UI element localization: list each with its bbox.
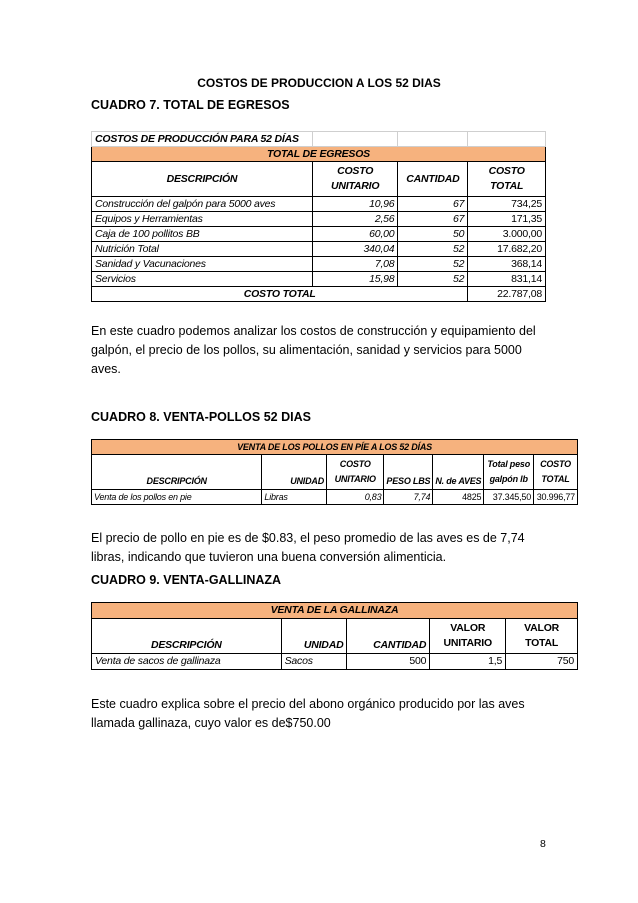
cell-aves: 4825 [433,490,484,505]
table-row [92,257,546,272]
cell-costo-total: 831,14 [468,272,546,287]
cuadro8-header-costo-unitario: COSTO UNITARIO [327,455,384,490]
cuadro8-header-descripcion: DESCRIPCIÓN [92,455,262,490]
cuadro7-header-costo-unitario: COSTO UNITARIO [312,162,398,197]
page-number: 8 [540,838,546,850]
table-row [92,490,578,505]
cuadro7-table [91,131,546,302]
cuadro8-header-total-peso: Total peso galpón lb [484,455,534,490]
cell-valor-total: 750 [506,654,578,670]
table-row [92,242,546,257]
cuadro8-header-unidad: UNIDAD [262,455,327,490]
cell-costo-total: 3.000,00 [468,227,546,242]
cuadro8-table [91,439,578,505]
cell-costo-total: 17.682,20 [468,242,546,257]
cell-valor-unitario: 1,5 [430,654,506,670]
cell-costo-unitario: 2,56 [312,212,398,227]
cuadro8-header-peso: PESO LBS [384,455,433,490]
table-row [92,654,578,670]
cell-cantidad: 50 [398,227,468,242]
cell-descripcion: Venta de sacos de gallinaza [92,654,282,670]
cuadro8-header-aves: N. de AVES [433,455,484,490]
paragraph-2: El precio de pollo en pie es de $0.83, el peso promedio de las aves es de 7,74 libras, indicando que tuvieron una buena conversión alimenticia. [91,531,525,564]
cell-peso: 7,74 [384,490,433,505]
cuadro8-header-costo-total: COSTO TOTAL [534,455,578,490]
cell-cantidad: 52 [398,257,468,272]
cuadro7-top-label: COSTOS DE PRODUCCIÓN PARA 52 DÍAS [92,132,313,147]
cuadro8-band: VENTA DE LOS POLLOS EN PÍE A LOS 52 DÍAS [92,440,578,455]
cuadro9-header-cantidad: CANTIDAD [347,619,430,654]
paragraph-3: Este cuadro explica sobre el precio del abono orgánico producido por las aves llamada gallinaza, cuyo valor es de$750.00 [91,697,525,730]
cell-costo-total: 171,35 [468,212,546,227]
table-row [92,272,546,287]
cuadro7-total-value: 22.787,08 [468,287,546,302]
cell-costo-unitario: 10,96 [312,197,398,212]
cuadro7-total-label: COSTO TOTAL [92,287,468,302]
total-row [92,287,546,302]
cuadro7-header-costo-total: COSTO TOTAL [468,162,546,197]
cell-descripcion: Sanidad y Vacunaciones [92,257,313,272]
cell-cantidad: 67 [398,212,468,227]
cuadro9-heading: CUADRO 9. VENTA-GALLINAZA [91,573,282,587]
cell-cantidad: 500 [347,654,430,670]
cell-costo-total: 30.996,77 [534,490,578,505]
cell-cantidad: 52 [398,272,468,287]
cell-costo-unitario: 340,04 [312,242,398,257]
cuadro7-header-cantidad: CANTIDAD [398,162,468,197]
cell-descripcion: Construcción del galpón para 5000 aves [92,197,313,212]
cell-descripcion: Venta de los pollos en pie [92,490,262,505]
cuadro9-band: VENTA DE LA GALLINAZA [92,603,578,619]
cell-costo-total: 368,14 [468,257,546,272]
cell-descripcion: Nutrición Total [92,242,313,257]
cuadro7-heading: CUADRO 7. TOTAL DE EGRESOS [91,98,290,112]
cell-costo-unitario: 7,08 [312,257,398,272]
cell-costo-unitario: 15,98 [312,272,398,287]
cell-unidad: Sacos [281,654,347,670]
document-title: COSTOS DE PRODUCCION A LOS 52 DIAS [197,76,441,90]
paragraph-1: En este cuadro podemos analizar los costos de construcción y equipamiento del galpón, el precio de los pollos, su alimentación, sanidad y servicios para 5000 aves. [91,324,536,376]
cuadro9-header-descripcion: DESCRIPCIÓN [92,619,282,654]
cuadro9-header-unidad: UNIDAD [281,619,347,654]
cell-cantidad: 67 [398,197,468,212]
cuadro9-table [91,602,578,670]
cell-costo-total: 734,25 [468,197,546,212]
cell-costo-unitario: 60,00 [312,227,398,242]
cuadro9-header-valor-unitario: VALOR UNITARIO [430,619,506,654]
table-row [92,197,546,212]
cell-unidad: Libras [262,490,327,505]
table-row [92,212,546,227]
cell-costo-unitario: 0,83 [327,490,384,505]
cuadro7-header-descripcion: DESCRIPCIÓN [92,162,313,197]
cuadro8-heading: CUADRO 8. VENTA-POLLOS 52 DIAS [91,410,311,424]
cell-cantidad: 52 [398,242,468,257]
cuadro7-band: TOTAL DE EGRESOS [92,147,546,162]
table-row [92,227,546,242]
cell-descripcion: Caja de 100 pollitos BB [92,227,313,242]
cuadro9-header-valor-total: VALOR TOTAL [506,619,578,654]
cell-total-peso: 37.345,50 [484,490,534,505]
cell-descripcion: Servicios [92,272,313,287]
cell-descripcion: Equipos y Herramientas [92,212,313,227]
